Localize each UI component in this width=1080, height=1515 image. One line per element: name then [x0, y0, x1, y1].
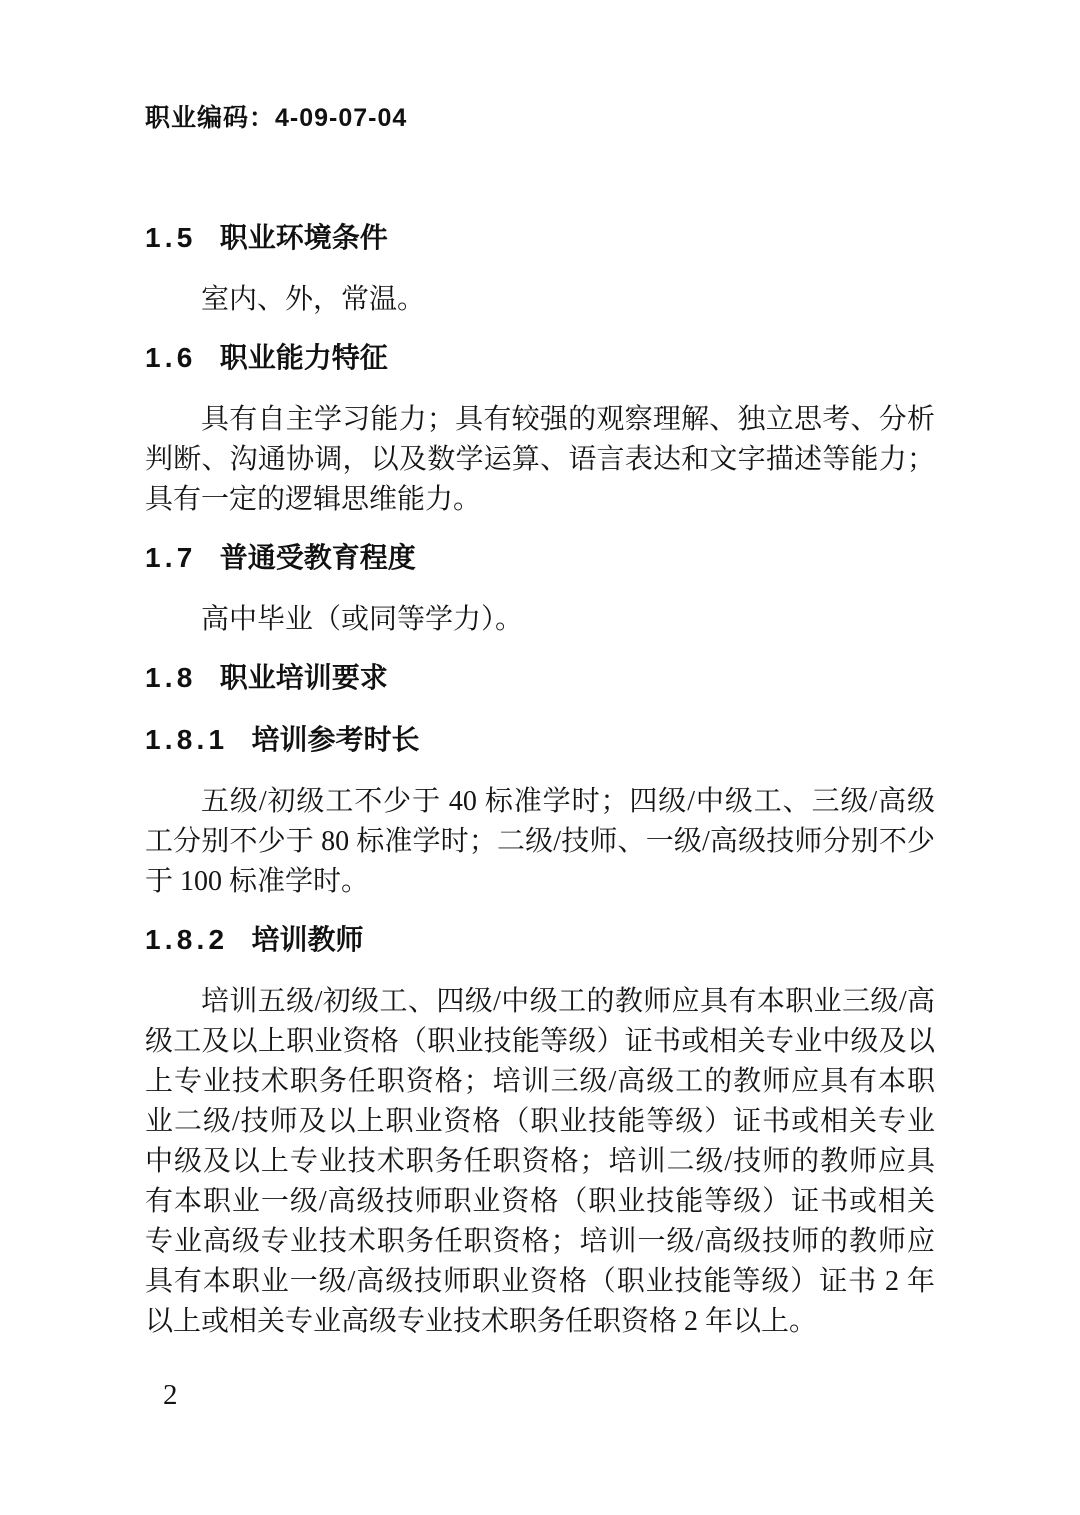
section-title: 培训参考时长: [251, 724, 420, 755]
section-title: 职业环境条件: [219, 222, 388, 253]
section-paragraph: 培训五级/初级工、四级/中级工的教师应具有本职业三级/高级工及以上职业资格（职业技能等级）证书或相关专业中级及以上专业技术职务任职资格；培训三级/高级工的教师应具有本职业二级/技师及以上职业资格（职业技能等级）证书或相关专业中级及以上专业技术职务任职资格；培训二级/技师的教师应具有本职业一级/高级技师职业资格（职业技能等级）证书或相关专业高级专业技术职务任职资格；培训一级/高级技师的教师应具有本职业一级/高级技师职业资格（职业技能等级）证书 2 年以上或相关专业高级专业技术职务任职资格 2 年以上。: [145, 986, 935, 1337]
section-paragraph: 高中毕业（或同等学力）。: [201, 604, 524, 635]
section-1-7: [145, 538, 935, 640]
section-1-8-2-heading: [145, 920, 935, 960]
section-number: 1.6: [145, 342, 197, 373]
section-1-8-2: [145, 920, 935, 1342]
section-paragraph: 五级/初级工不少于 40 标准学时；四级/中级工、三级/高级工分别不少于 80 标准学时；二级/技师、一级/高级技师分别不少于 100 标准学时。: [145, 786, 935, 897]
section-1-8-1: [145, 720, 935, 902]
occupation-code-header: 职业编码：4-09-07-04: [145, 104, 408, 132]
section-1-8-1-heading: [145, 720, 935, 760]
section-number: 1.8: [145, 662, 197, 693]
section-title: 普通受教育程度: [219, 542, 416, 573]
section-number: 1.8.2: [145, 924, 229, 955]
section-1-6-heading: [145, 338, 935, 378]
section-number: 1.5: [145, 222, 197, 253]
section-number: 1.8.1: [145, 724, 229, 755]
page-number: 2: [163, 1379, 178, 1411]
section-1-6: [145, 338, 935, 520]
section-paragraph: 室内、外，常温。: [201, 284, 426, 315]
section-1-7-heading: [145, 538, 935, 578]
section-1-5: [145, 218, 935, 320]
section-1-8: [145, 658, 935, 698]
section-number: 1.7: [145, 542, 197, 573]
section-paragraph: 具有自主学习能力；具有较强的观察理解、独立思考、分析判断、沟通协调，以及数学运算、语言表达和文字描述等能力；具有一定的逻辑思维能力。: [145, 404, 935, 515]
section-1-8-heading: [145, 658, 935, 698]
section-1-5-heading: [145, 218, 935, 258]
section-title: 培训教师: [251, 924, 364, 955]
section-title: 职业能力特征: [219, 342, 388, 373]
section-title: 职业培训要求: [219, 662, 388, 693]
